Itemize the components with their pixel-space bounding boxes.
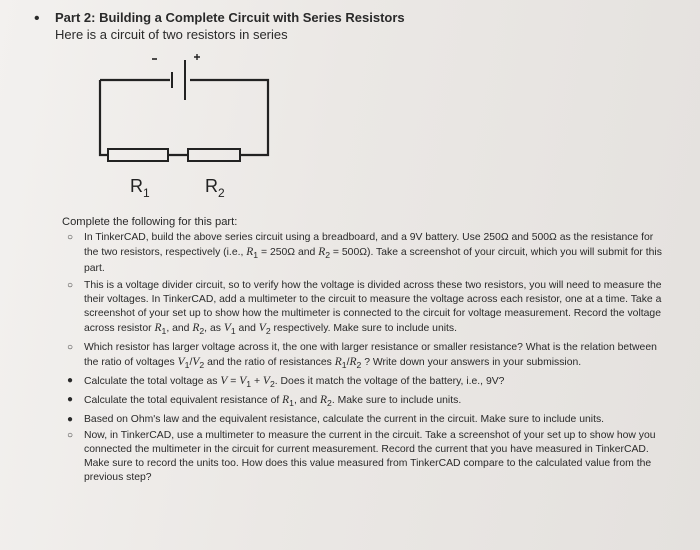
filled-bullet: ● [67,375,74,387]
subtitle: Here is a circuit of two resistors in series [55,27,288,42]
list-item: ○ Now, in TinkerCAD, use a multimeter to measure the current in the circuit. Take a screenshot of your set up to show how you connected the multimeter in the circuit for current measurement. Record the current that you have measured in TinkerCAD. Make sure to record the units too. How does this value measured from TinkerCAD compare to the calculated value from the previous step? [67,429,656,484]
filled-bullet: ● [67,413,74,425]
intro-text: Complete the following for this part: [62,216,238,228]
hollow-bullet: ○ [67,279,74,291]
resistor-r1-symbol [108,149,168,161]
resistor-r2-symbol [188,149,240,161]
filled-bullet: ● [67,394,74,406]
list-item: ● Calculate the total voltage as $V = V_1 + V_2$. Does it match the voltage of the battery, i.e., 9V? [67,375,505,390]
hollow-bullet: ○ [67,429,74,441]
task-list [62,231,662,488]
list-item: ● Calculate the total equivalent resistance of $R_1$, and $R_2$. Make sure to include units. [67,394,462,409]
hollow-bullet: ○ [67,341,74,353]
battery-plus-sign [194,54,200,60]
resistor-r2-label: $R_2$ [205,176,225,200]
header-bullet: • [34,10,40,27]
list-item: ○ Which resistor has larger voltage across it, the one with larger resistance or smaller resistance? What is the relation between the ratio of voltages $V_1/V_2$ and the ratio of resistances $R_1/R_2$ ? Write down your answers in your submission. [67,341,657,370]
part-title: Part 2: Building a Complete Circuit with Series Resistors [55,10,405,25]
list-item: ○ In TinkerCAD, build the above series circuit using a breadboard, and a 9V battery. Use 250Ω and 500Ω as the resistance for the two resistors, respectively (i.e., $R_1 = 250\Omega$ and $R_2 = 500\Omega$). Take a screenshot of your circuit, which you will submit for this part. [67,232,662,275]
list-item: ● Based on Ohm's law and the equivalent resistance, calculate the current in the circuit. Make sure to include units. [62,413,662,427]
series-circuit-diagram [90,50,290,205]
list-item: ○ This is a voltage divider circuit, so to verify how the voltage is divided across these two resistors, you will need to measure the their voltages. In TinkerCAD, add a multimeter to the circuit to measure the voltage across each resistor, one at a time. Take a screenshot of your set up to show how the multimeter is connected to the circuit for voltage measurement. Record the voltage across resistor $R_1$, and $R_2$, as $V_1$ and $V_2$ respectively. Make sure to include units. [67,279,662,337]
hollow-bullet: ○ [67,232,74,243]
resistor-r1-label: $R_1$ [130,176,150,200]
